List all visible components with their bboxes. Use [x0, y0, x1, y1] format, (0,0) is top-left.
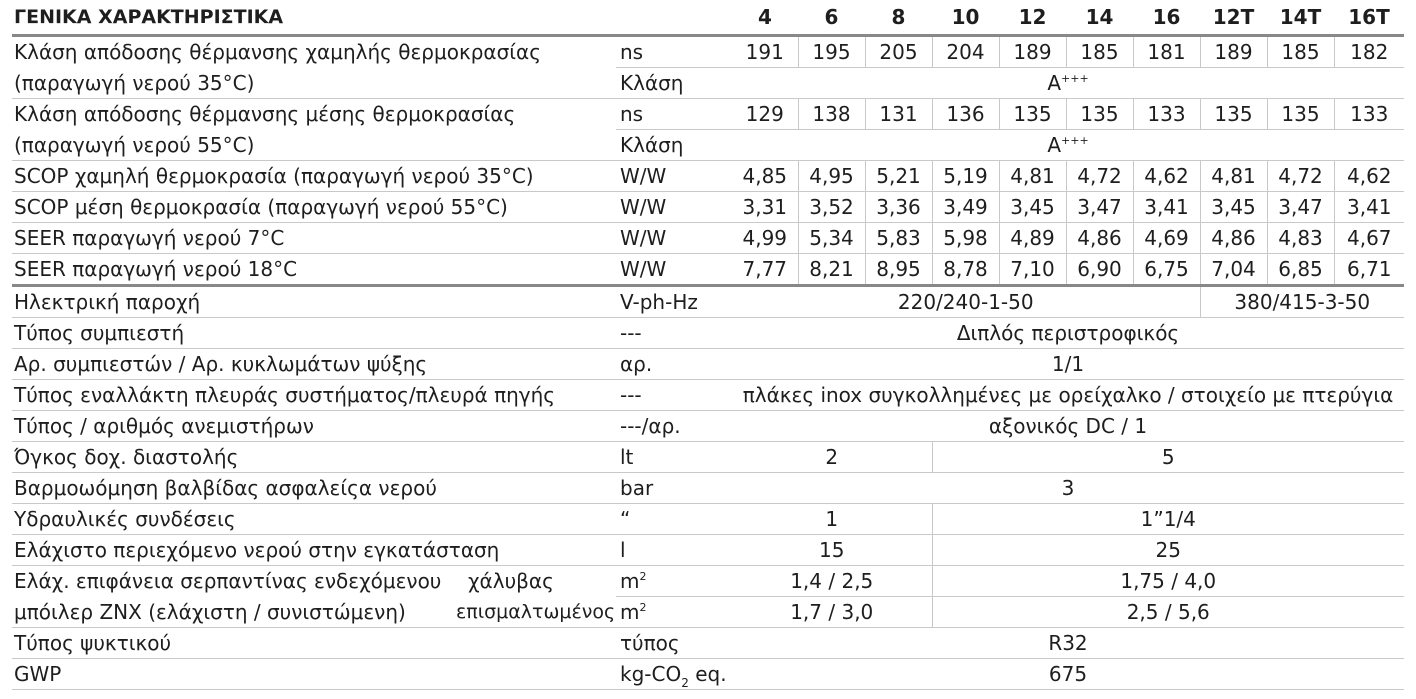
row-label: (παραγωγή νερού 55°C) [12, 130, 616, 161]
table-cell: 4,72 [1066, 161, 1133, 192]
row-unit: W/W [616, 223, 732, 254]
row-unit [616, 566, 732, 597]
table-row [12, 130, 1404, 161]
row-label [12, 566, 616, 597]
table-cell: 6,75 [1133, 254, 1200, 286]
row-label: Υδραυλικές συνδέσεις [12, 504, 616, 535]
row-unit: ns [616, 99, 732, 130]
table-cell: 133 [1133, 99, 1200, 130]
row-label: Ελάχιστο περιεχόμενο νερού στην εγκατάσταση [12, 535, 616, 566]
table-cell: 182 [1334, 36, 1404, 68]
row-unit: W/W [616, 254, 732, 286]
table-cell: 8,95 [865, 254, 932, 286]
table-cell: 195 [798, 36, 865, 68]
table-cell: 135 [1066, 99, 1133, 130]
table-cell: 1,7 / 3,0 [732, 597, 932, 628]
table-cell: 1 [732, 504, 932, 535]
spec-table-container [12, 0, 1404, 690]
table-cell: 1/1 [732, 349, 1404, 380]
row-label: Κλάση απόδοσης θέρμανσης μέσης θερμοκρασίας [14, 102, 516, 127]
table-cell: 3,41 [1133, 192, 1200, 223]
row-unit: --- [616, 318, 732, 349]
table-row [12, 473, 1404, 504]
table-cell: 1”1/4 [932, 504, 1404, 535]
table-row [12, 659, 1404, 690]
table-cell: πλάκες inox συγκολλημένες με ορείχαλκο / στοιχείο με πτερύγια [732, 380, 1404, 411]
table-row [12, 161, 1404, 192]
table-cell: 3,47 [1066, 192, 1133, 223]
row-unit: W/W [616, 192, 732, 223]
row-unit [616, 597, 732, 628]
table-cell: 3,49 [932, 192, 999, 223]
table-cell: Διπλός περιστροφικός [732, 318, 1404, 349]
row-unit: --- [616, 380, 732, 411]
row-label [12, 597, 616, 628]
table-row [12, 597, 1404, 628]
row-label: (παραγωγή νερού 35°C) [12, 68, 616, 99]
table-cell: 380/415-3-50 [1200, 286, 1404, 318]
table-row [12, 504, 1404, 535]
table-cell: 3,45 [1200, 192, 1267, 223]
table-cell: 4,62 [1334, 161, 1404, 192]
model-header: 14 [1066, 0, 1133, 36]
table-cell: 15 [732, 535, 932, 566]
row-label: SEER παραγωγή νερού 18°C [12, 254, 616, 286]
row-label: SEER παραγωγή νερού 7°C [12, 223, 616, 254]
table-cell: 131 [865, 99, 932, 130]
row-label: GWP [12, 659, 616, 690]
table-cell: 135 [1267, 99, 1334, 130]
row-unit: W/W [616, 161, 732, 192]
table-cell: 6,71 [1334, 254, 1404, 286]
table-cell: 5,83 [865, 223, 932, 254]
table-row [12, 223, 1404, 254]
table-cell: 1,4 / 2,5 [732, 566, 932, 597]
table-cell: 5,19 [932, 161, 999, 192]
energy-class-plus: +++ [1061, 72, 1089, 85]
row-unit: “ [616, 504, 732, 535]
table-cell: 4,89 [999, 223, 1066, 254]
row-label: Κλάση απόδοσης θέρμανσης χαμηλής θερμοκρασίας [14, 40, 541, 65]
energy-class [732, 130, 1404, 161]
table-cell: R32 [732, 628, 1404, 659]
row-label: Τύπος συμπιεστή [12, 318, 616, 349]
model-header: 8 [865, 0, 932, 36]
model-header: 4 [732, 0, 798, 36]
energy-class [732, 68, 1404, 99]
coil-material-label: επισμαλτωμένος [456, 600, 616, 623]
row-label: Τύπος ψυκτικού [12, 628, 616, 659]
table-cell: 129 [732, 99, 798, 130]
table-cell: 4,86 [1200, 223, 1267, 254]
row-unit: αρ. [616, 349, 732, 380]
table-row [12, 99, 1404, 130]
row-label: SCOP μέση θερμοκρασία (παραγωγή νερού 55°C) [12, 192, 616, 223]
table-cell: 204 [932, 36, 999, 68]
table-cell: 6,85 [1267, 254, 1334, 286]
energy-class-base: A [1047, 133, 1062, 157]
energy-class-base: A [1047, 71, 1062, 95]
row-unit: Κλάση [616, 68, 732, 99]
table-cell: 4,83 [1267, 223, 1334, 254]
table-row [12, 535, 1404, 566]
model-header: 12 [999, 0, 1066, 36]
table-row [12, 68, 1404, 99]
table-cell: 8,21 [798, 254, 865, 286]
table-cell: 3,31 [732, 192, 798, 223]
model-header: 10 [932, 0, 999, 36]
table-cell: 3,47 [1267, 192, 1334, 223]
energy-class-plus: +++ [1061, 134, 1089, 147]
row-unit: τύπος [616, 628, 732, 659]
table-cell: 675 [732, 659, 1404, 690]
table-cell: 3,36 [865, 192, 932, 223]
table-cell: 7,04 [1200, 254, 1267, 286]
table-cell: 181 [1133, 36, 1200, 68]
table-cell: 3,41 [1334, 192, 1404, 223]
row-label: SCOP χαμηλή θερμοκρασία (παραγωγή νερού 35°C) [12, 161, 616, 192]
table-cell: 4,62 [1133, 161, 1200, 192]
header-row [12, 0, 1404, 36]
row-label: Αρ. συμπιεστών / Αρ. κυκλωμάτων ψύξης [12, 349, 616, 380]
model-header: 6 [798, 0, 865, 36]
table-cell: 4,86 [1066, 223, 1133, 254]
table-cell: 205 [865, 36, 932, 68]
row-unit: l [616, 535, 732, 566]
table-cell: 4,67 [1334, 223, 1404, 254]
table-row [12, 380, 1404, 411]
table-row [12, 254, 1404, 286]
table-row [12, 628, 1404, 659]
unit-suffix: eq. [688, 662, 727, 686]
spec-table [12, 0, 1404, 690]
table-cell: 8,78 [932, 254, 999, 286]
unit-base: m [620, 569, 640, 593]
table-cell: 5 [932, 442, 1404, 473]
coil-label: Ελάχ. επιφάνεια σερπαντίνας ενδεχόμενου [14, 569, 442, 594]
unit-header [616, 0, 732, 36]
table-cell: 7,77 [732, 254, 798, 286]
table-cell: 5,34 [798, 223, 865, 254]
row-label: Όγκος δοχ. διαστολής [12, 442, 616, 473]
unit-sup: 2 [639, 570, 647, 583]
table-cell: 185 [1066, 36, 1133, 68]
table-cell: 4,81 [1200, 161, 1267, 192]
table-row [12, 566, 1404, 597]
table-row [12, 36, 1404, 68]
unit-sup: 2 [639, 601, 647, 614]
table-cell: 136 [932, 99, 999, 130]
row-unit: bar [616, 473, 732, 504]
row-label: Τύπος / αριθμός ανεμιστήρων [12, 411, 616, 442]
unit-sub: 2 [681, 676, 689, 690]
unit-base: kg-CO [620, 662, 682, 686]
page-title: ΓΕΝΙΚΑ ΧΑΡΑΚΤΗΡΙΣΤΙΚΑ [12, 0, 616, 36]
table-cell: 189 [999, 36, 1066, 68]
row-unit: ns [616, 36, 732, 68]
table-cell: 191 [732, 36, 798, 68]
table-cell: 4,85 [732, 161, 798, 192]
table-cell: 4,72 [1267, 161, 1334, 192]
table-cell: 138 [798, 99, 865, 130]
table-cell: 4,95 [798, 161, 865, 192]
row-unit: V-ph-Hz [616, 286, 732, 318]
table-cell: 189 [1200, 36, 1267, 68]
row-unit [616, 659, 732, 690]
table-row [12, 349, 1404, 380]
unit-base: m [620, 600, 640, 624]
model-header: 14T [1267, 0, 1334, 36]
table-cell: 2,5 / 5,6 [932, 597, 1404, 628]
table-cell: 220/240-1-50 [732, 286, 1200, 318]
model-header: 16 [1133, 0, 1200, 36]
table-cell: 5,21 [865, 161, 932, 192]
table-cell: 133 [1334, 99, 1404, 130]
coil-label: μπόιλερ ΖΝΧ (ελάχιστη / συνιστώμενη) [14, 599, 406, 624]
table-cell: 6,90 [1066, 254, 1133, 286]
row-unit: ---/αρ. [616, 411, 732, 442]
table-row [12, 411, 1404, 442]
coil-material-label: χάλυβας [468, 569, 554, 594]
table-row [12, 192, 1404, 223]
table-row [12, 286, 1404, 318]
table-cell: 135 [999, 99, 1066, 130]
model-header: 16T [1334, 0, 1404, 36]
table-cell: 4,81 [999, 161, 1066, 192]
table-cell: 135 [1200, 99, 1267, 130]
row-label: Ηλεκτρική παροχή [12, 286, 616, 318]
row-unit: lt [616, 442, 732, 473]
table-cell: 1,75 / 4,0 [932, 566, 1404, 597]
table-cell: 3,45 [999, 192, 1066, 223]
table-row [12, 442, 1404, 473]
row-label: Τύπος εναλλάκτη πλευράς συστήματος/πλευρά πηγής [12, 380, 616, 411]
table-cell: 7,10 [999, 254, 1066, 286]
table-cell: 5,98 [932, 223, 999, 254]
table-cell: 4,69 [1133, 223, 1200, 254]
table-cell: 2 [732, 442, 932, 473]
table-row [12, 318, 1404, 349]
row-unit: Κλάση [616, 130, 732, 161]
row-label: Βαρμοωόμηση βαλβίδας ασφαλείςα νερού [12, 473, 616, 504]
table-cell: 185 [1267, 36, 1334, 68]
model-header: 12T [1200, 0, 1267, 36]
table-cell: 25 [932, 535, 1404, 566]
table-cell: 4,99 [732, 223, 798, 254]
table-cell: 3 [732, 473, 1404, 504]
table-cell: 3,52 [798, 192, 865, 223]
table-cell: αξονικός DC / 1 [732, 411, 1404, 442]
